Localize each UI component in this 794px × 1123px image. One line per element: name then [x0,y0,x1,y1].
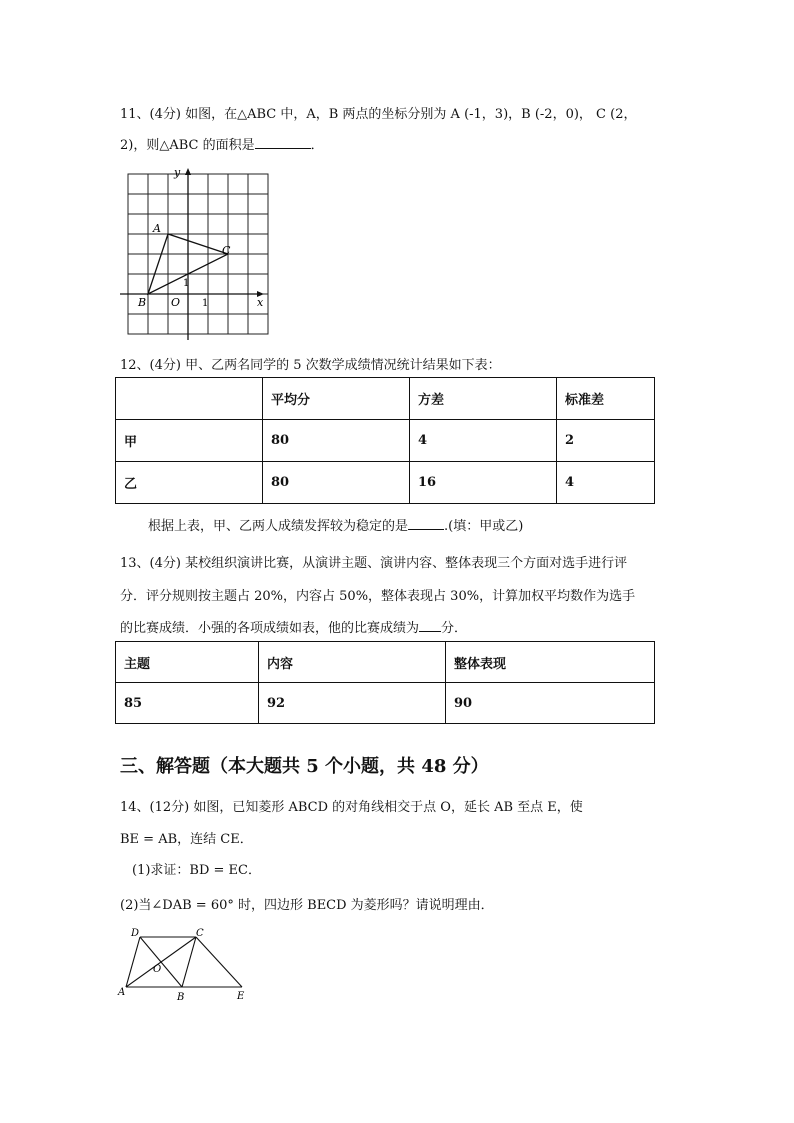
table-row [116,683,655,724]
q11-line2-end: ． [310,138,324,153]
vertex-c-label: C [222,244,231,257]
table-row [116,420,655,462]
table-cell: 16 [410,462,557,504]
section-heading: 三、解答题（本大题共 5 个小题，共 48 分） [120,756,489,777]
coordinate-grid-figure [120,164,270,344]
table-cell: 标准差 [557,378,655,420]
vertex-b-label: B [138,296,147,309]
table-cell: 主题 [116,642,259,683]
q11-line1: 11、(4分) 如图，在△ABC 中，A，B 两点的坐标分别为 A (-1，3)，B (-2，0)， C (2， [120,107,637,122]
q12-score-table [115,377,655,504]
point-b-label: B [177,992,185,1003]
q12-note-end: .(填：甲或乙) [444,519,524,534]
table-cell: 92 [259,683,446,724]
point-d-label: D [131,928,140,939]
q12-stem: 12、(4分) 甲、乙两名同学的 5 次数学成绩情况统计结果如下表： [120,358,501,373]
y-axis-arrow [185,168,191,175]
q13-line3-text: 的比赛成绩．小强的各项成绩如表，他的比赛成绩为 [120,621,420,636]
y-axis-label: y [174,166,181,179]
table-cell: 内容 [259,642,446,683]
x-axis-label: x [257,296,264,309]
q13-score-table [115,641,655,724]
q14-part1: (1)求证：BD = EC． [132,863,261,878]
q13-line3 [120,617,467,636]
table-cell: 甲 [116,420,263,462]
q13-line3-end: 分． [441,621,468,636]
table-cell: 2 [557,420,655,462]
table-row [116,462,655,504]
table-cell: 80 [263,420,410,462]
q13-line2: 分．评分规则按主题占 20%，内容占 50%，整体表现占 30%，计算加权平均数作为选手 [120,589,636,604]
table-cell: 80 [263,462,410,504]
table-header-row [116,378,655,420]
q14-line2: BE = AB，连结 CE． [120,832,253,847]
q14-part2: (2)当∠DAB = 60° 时，四边形 BECD 为菱形吗？请说明理由． [120,898,494,913]
table-cell: 4 [557,462,655,504]
point-e-label: E [237,991,245,1002]
table-cell: 90 [446,683,655,724]
table-cell: 乙 [116,462,263,504]
grid-lines [128,174,268,334]
origin-label: O [171,296,181,309]
segment-ce [196,937,242,987]
answer-blank[interactable] [408,517,444,530]
vertex-a-label: A [153,222,161,235]
table-cell: 方差 [410,378,557,420]
rhombus-figure [116,925,256,1003]
answer-blank[interactable] [255,136,311,149]
x-unit-label: 1 [202,298,209,309]
segment-ad [126,937,140,987]
point-o-label: O [153,964,162,975]
point-c-label: C [196,928,204,939]
table-cell: 平均分 [263,378,410,420]
table-header-row [116,642,655,683]
table-cell [116,378,263,420]
table-cell: 4 [410,420,557,462]
answer-blank[interactable] [419,619,441,632]
table-cell: 整体表现 [446,642,655,683]
q14-line1: 14、(12分) 如图，已知菱形 ABCD 的对角线相交于点 O，延长 AB 至点 E，使 [120,800,583,815]
q13-line1: 13、(4分) 某校组织演讲比赛，从演讲主题、演讲内容、整体表现三个方面对选手进行评 [120,556,628,571]
point-a-label: A [118,987,126,998]
y-unit-label: 1 [183,278,190,289]
q11-line2 [120,134,324,153]
segment-bc [182,937,196,987]
q12-note-text: 根据上表，甲、乙两人成绩发挥较为稳定的是 [148,519,409,534]
table-cell: 85 [116,683,259,724]
diagonal-bd [140,937,182,987]
q11-line2-text: 2)，则△ABC 的面积是 [120,138,255,153]
q12-note [148,515,523,534]
